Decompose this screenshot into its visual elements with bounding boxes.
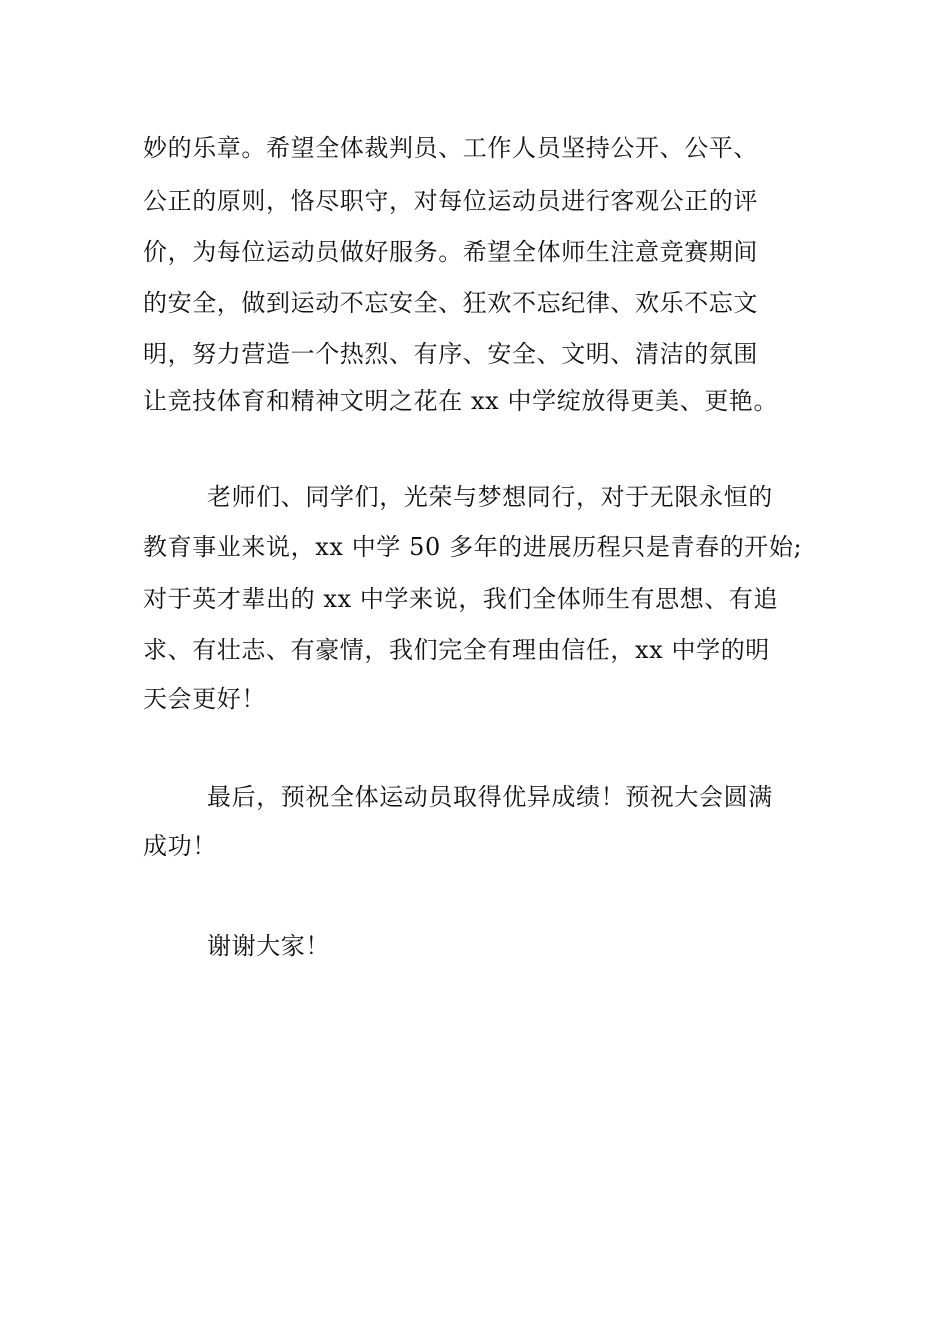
paragraph-2-line-3: 对于英才辈出的 xx 中学来说，我们全体师生有思想、有追 <box>143 585 779 613</box>
paragraph-3-line-2: 成功！ <box>143 832 217 860</box>
closing-line: 谢谢大家！ <box>207 932 330 960</box>
paragraph-1-line-1: 妙的乐章。希望全体裁判员、工作人员坚持公开、公平、 <box>143 134 758 162</box>
paragraph-2-line-5: 天会更好！ <box>143 685 266 713</box>
paragraph-2-line-2: 教育事业来说，xx 中学 50 多年的进展历程只是青春的开始; <box>143 533 803 561</box>
paragraph-1-line-5: 明，努力营造一个热烈、有序、安全、文明、清洁的氛围 <box>143 340 758 368</box>
paragraph-2-line-1: 老师们、同学们，光荣与梦想同行，对于无限永恒的 <box>207 483 773 511</box>
paragraph-1-line-4: 的安全，做到运动不忘安全、狂欢不忘纪律、欢乐不忘文 <box>143 289 758 317</box>
paragraph-2-line-4: 求、有壮志、有豪情，我们完全有理由信任，xx 中学的明 <box>143 636 770 664</box>
paragraph-1-line-3: 价，为每位运动员做好服务。希望全体师生注意竞赛期间 <box>143 238 758 266</box>
paragraph-3-line-1: 最后，预祝全体运动员取得优异成绩！预祝大会圆满 <box>207 783 773 811</box>
paragraph-1-line-6: 让竞技体育和精神文明之花在 xx 中学绽放得更美、更艳。 <box>143 387 779 415</box>
paragraph-1-line-2: 公正的原则，恪尽职守，对每位运动员进行客观公正的评 <box>143 187 758 215</box>
